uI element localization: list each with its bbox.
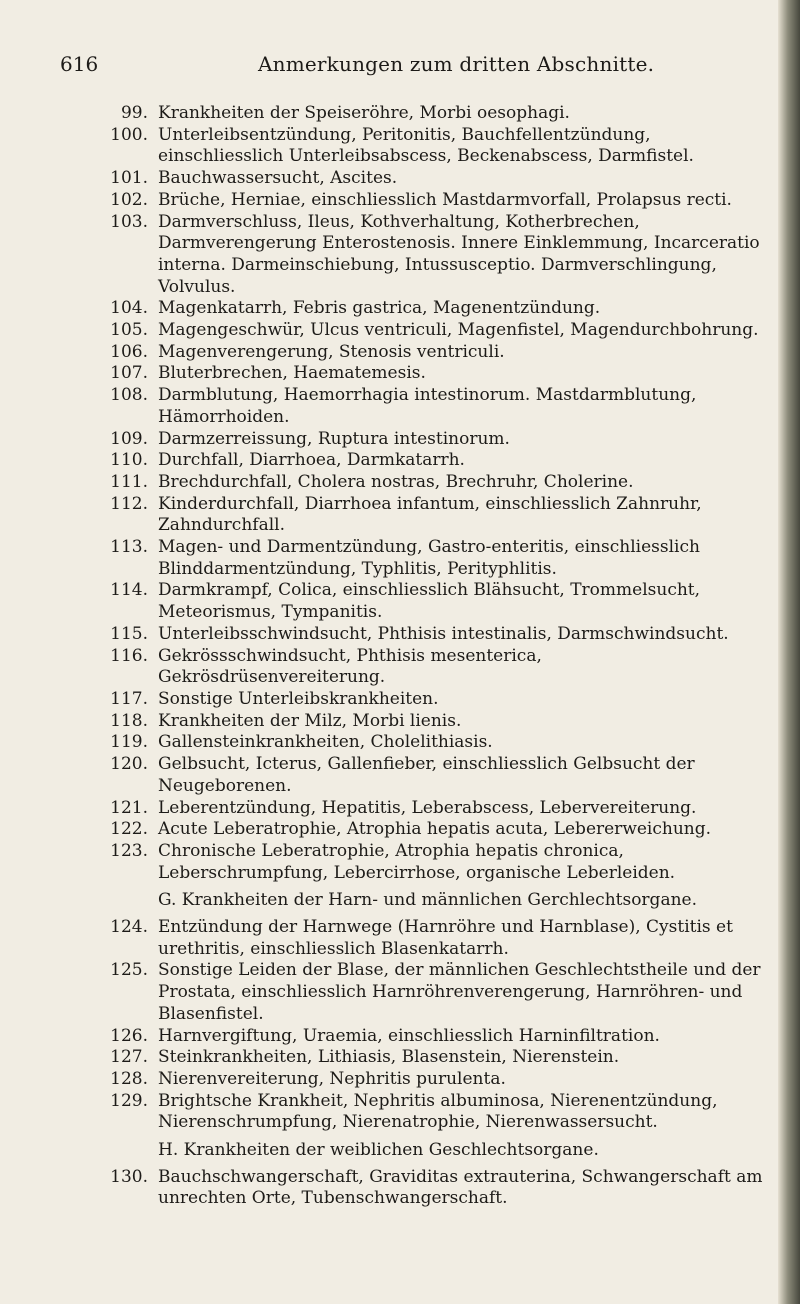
entry-text: Unterleibsentzündung, Peritonitis, Bauchfellentzündung, einschliesslich Unterleibsabscess, Beckenabscess, Darmfistel. [158,124,694,167]
entry-number: 100. [110,124,148,145]
list-item [0,819,800,841]
entry-text: Gelbsucht, Icterus, Gallenfieber, einschliesslich Gelbsucht der Neugeborenen. [158,754,695,796]
entry-text: Magen- und Darmentzündung, Gastro-enteritis, einschliesslich Blinddarmentzündung, Typhlitis, Perityphlitis. [158,537,700,579]
page-header [60,52,760,82]
list-item [0,125,800,168]
entry-number: 110. [110,450,148,471]
entry-text: Sonstige Leiden der Blase, der männlichen Geschlechtstheile und der Prostata, einschliesslich Harnröhrenverengerung, Harnröhren- und Blasenfistel. [158,960,761,1024]
section-heading-h: H. Krankheiten der weiblichen Geschlechtsorgane. [158,1140,599,1161]
list-item [0,429,800,451]
entry-list [0,103,800,1210]
entry-text: Sonstige Unterleibskrankheiten. [158,688,439,709]
list-item [0,494,800,537]
entry-number: 123. [110,840,148,861]
entry-text: Chronische Leberatrophie, Atrophia hepatis chronica, Leberschrumpfung, Lebercirrhose, organische Leberleiden. [158,840,676,883]
entry-number: 130. [110,1166,148,1187]
entry-text: Acute Leberatrophie, Atrophia hepatis acuta, Lebererweichung. [158,819,712,840]
entry-text: Harnvergiftung, Uraemia, einschliesslich Harninfiltration. [158,1025,660,1046]
entry-number: 119. [110,732,148,753]
entry-number: 127. [110,1047,148,1068]
entry-group-a [0,103,800,884]
list-item [0,363,800,385]
entry-text: Kinderdurchfall, Diarrhoea infantum, einschliesslich Zahnruhr, Zahndurchfall. [158,493,702,536]
entry-number: 102. [110,189,148,210]
list-item [0,624,800,646]
list-item [0,646,800,689]
list-item [0,385,800,428]
entry-number: 99. [120,103,148,123]
list-item [0,1167,800,1210]
entry-number: 112. [110,493,148,514]
list-item [0,190,800,212]
list-item [0,960,800,1025]
list-item [0,1091,800,1134]
entry-text: Durchfall, Diarrhoea, Darmkatarrh. [158,450,465,471]
entry-number: 115. [110,623,148,644]
entry-text: Unterleibsschwindsucht, Phthisis intestinalis, Darmschwindsucht. [158,623,729,644]
entry-number: 125. [110,960,148,981]
entry-number: 107. [110,363,148,384]
list-item [0,168,800,190]
entry-text: Steinkrankheiten, Lithiasis, Blasenstein, Nierenstein. [158,1047,620,1068]
entry-number: 118. [110,710,148,731]
running-head: Anmerkungen zum dritten Abschnitte. [258,52,655,76]
entry-number: 129. [110,1090,148,1111]
entry-number: 104. [110,298,148,319]
list-item [0,689,800,711]
entry-group-g [0,917,800,1134]
entry-number: 128. [110,1068,148,1089]
list-item [0,1069,800,1091]
entry-number: 103. [110,211,148,232]
entry-text: Magenkatarrh, Febris gastrica, Magenentzündung. [158,298,601,319]
entry-text: Entzündung der Harnwege (Harnröhre und Harnblase), Cystitis et urethritis, einschliesslich Blasenkatarrh. [158,917,733,959]
entry-number: 126. [110,1025,148,1046]
list-item [0,450,800,472]
entry-number: 114. [110,580,148,601]
entry-text: Darmkrampf, Colica, einschliesslich Blähsucht, Trommelsucht, Meteorismus, Tympanitis. [158,580,701,623]
page-edge-shadow [778,0,800,1304]
list-item [0,1047,800,1069]
entry-text: Magenverengerung, Stenosis ventriculi. [158,341,505,362]
list-item [0,754,800,797]
entry-text: Brightsche Krankheit, Nephritis albuminosa, Nierenentzündung, Nierenschrumpfung, Nierenatrophie, Nierenwassersucht. [158,1090,718,1133]
entry-text: Krankheiten der Speiseröhre, Morbi oesophagi. [158,103,570,123]
entry-text: Krankheiten der Milz, Morbi lienis. [158,710,462,731]
entry-text: Magengeschwür, Ulcus ventriculi, Magenfistel, Magendurchbohrung. [158,320,759,341]
section-heading-g: G. Krankheiten der Harn- und männlichen Gerchlechtsorgane. [158,890,697,911]
entry-text: Gallensteinkrankheiten, Cholelithiasis. [158,732,493,753]
entry-number: 106. [110,341,148,362]
list-item [0,298,800,320]
entry-number: 122. [110,819,148,840]
list-item [0,1026,800,1048]
entry-text: Bauchwassersucht, Ascites. [158,168,398,189]
list-item [0,841,800,884]
entry-number: 111. [110,471,148,492]
entry-number: 120. [110,754,148,775]
entry-text: Bluterbrechen, Haematemesis. [158,363,426,384]
entry-text: Brechdurchfall, Cholera nostras, Brechruhr, Cholerine. [158,471,634,492]
list-item [0,103,800,125]
list-item [0,580,800,623]
entry-text: Darmverschluss, Ileus, Kothverhaltung, Kotherbrechen, Darmverengerung Enterostenosis. Innere Einklemmung, Incarceratio interna. Darmeinschiebung, Intussusceptio. Darmverschlingung, Volvulus. [158,211,760,297]
entry-number: 117. [110,688,148,709]
entry-number: 124. [110,917,148,938]
list-item [0,320,800,342]
entry-text: Darmblutung, Haemorrhagia intestinorum. Mastdarmblutung, Hämorrhoiden. [158,385,697,427]
entry-number: 101. [110,168,148,189]
entry-number: 113. [110,537,148,558]
entry-number: 109. [110,428,148,449]
list-item [0,342,800,364]
entry-number: 108. [110,385,148,406]
list-item [0,537,800,580]
list-item [0,732,800,754]
entry-group-h [0,1167,800,1210]
entry-number: 105. [110,320,148,341]
entry-text: Leberentzündung, Hepatitis, Leberabscess, Lebervereiterung. [158,797,697,818]
list-item [0,798,800,820]
list-item [0,472,800,494]
entry-text: Darmzerreissung, Ruptura intestinorum. [158,428,510,449]
entry-text: Gekrössschwindsucht, Phthisis mesenterica, Gekrösdrüsenvereiterung. [158,645,542,688]
page-number: 616 [60,52,99,76]
entry-number: 116. [110,645,148,666]
entry-text: Nierenvereiterung, Nephritis purulenta. [158,1068,506,1089]
entry-text: Bauchschwangerschaft, Graviditas extrauterina, Schwangerschaft am unrechten Orte, Tubenschwangerschaft. [158,1166,763,1209]
entry-number: 121. [110,797,148,818]
list-item [0,212,800,299]
list-item [0,711,800,733]
list-item [0,917,800,960]
entry-text: Brüche, Herniae, einschliesslich Mastdarmvorfall, Prolapsus recti. [158,189,732,210]
